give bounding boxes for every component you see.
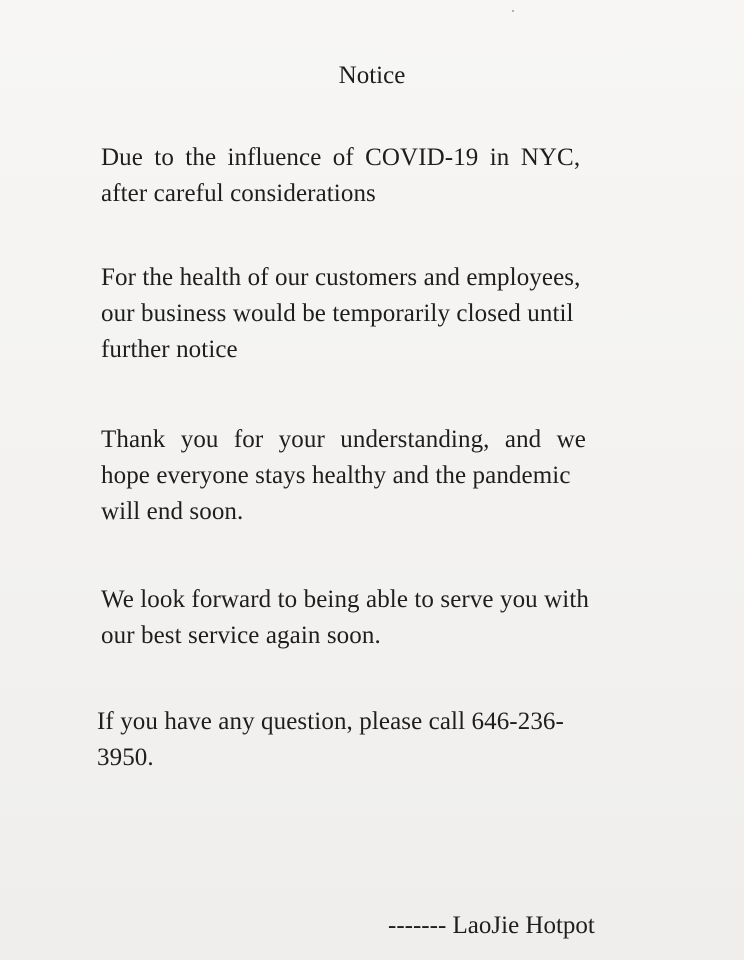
paragraph-line: Thank you for your understanding, and we: [101, 426, 586, 453]
paragraph-line: Due to the influence of COVID-19 in NYC,: [101, 144, 581, 171]
paragraph-line: If you have any question, please call 646-236-: [97, 708, 564, 735]
signature-laojie-hotpot: ------- LaoJie Hotpot: [388, 912, 595, 939]
paper-speck: [512, 10, 514, 12]
notice-title: Notice: [338, 62, 406, 89]
paragraph-temporary-closure: [101, 260, 681, 368]
paragraph-thank-you: [101, 422, 681, 530]
paragraph-contact: [97, 704, 677, 776]
paragraph-line: after careful considerations: [101, 180, 376, 207]
paragraph-line: further notice: [101, 336, 238, 363]
paragraph-line: We look forward to being able to serve you with: [101, 586, 589, 613]
paragraph-line: For the health of our customers and employees,: [101, 264, 581, 291]
paragraph-line: will end soon.: [101, 498, 244, 525]
paragraph-line: our best service again soon.: [101, 622, 381, 649]
paragraph-covid-influence: [101, 140, 681, 212]
paragraph-line: our business would be temporarily closed until: [101, 300, 574, 327]
paragraph-look-forward: [101, 582, 681, 654]
paragraph-line: 3950.: [97, 744, 154, 771]
paragraph-line: hope everyone stays healthy and the pandemic: [101, 462, 571, 489]
